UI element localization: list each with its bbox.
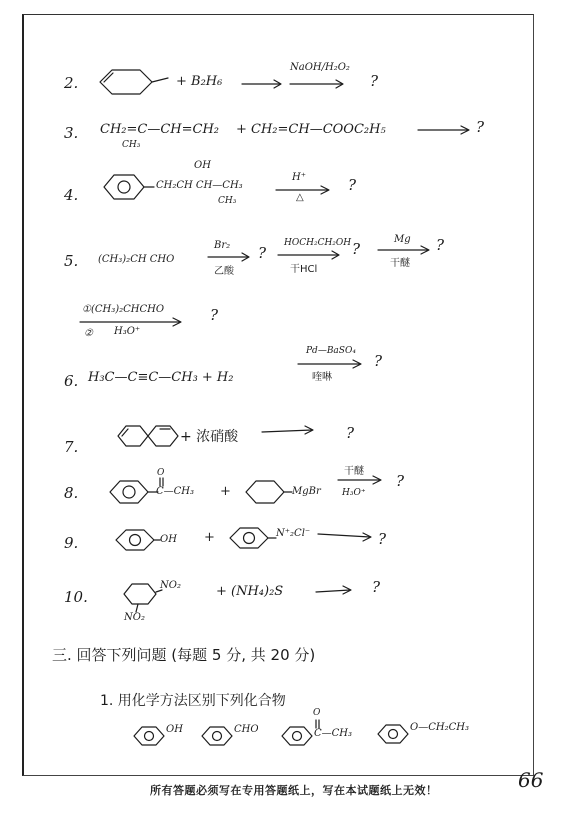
reaction-number: 2. (64, 74, 79, 92)
condition-above: Br₂ (214, 240, 231, 251)
condition-above: 干醚 (344, 466, 364, 477)
ketone-text: C—CH₃ (156, 486, 195, 497)
condition-above: Mg (394, 234, 411, 245)
methyl-branch: CH₃ (218, 196, 237, 206)
reaction-number: 7. (64, 438, 79, 456)
catalyst-above: Pd—BaSO₄ (306, 346, 356, 356)
compound-ethoxybenzene (378, 725, 408, 743)
footer-notice: 所有答题必须写在专用答题纸上，写在本试题纸上无效！ (150, 784, 438, 797)
methylcyclohexene-structure (100, 70, 168, 94)
condition-above: H⁺ (292, 172, 306, 183)
hydroxyl-label: OH (160, 534, 177, 545)
reaction-number: 10. (64, 588, 88, 606)
plus-sign: + (204, 530, 215, 545)
reagent-text: + 浓硝酸 (180, 429, 239, 445)
reaction-number: 8. (64, 484, 79, 502)
question-mark: ? (436, 236, 445, 254)
benzene-structure-4 (104, 175, 154, 199)
nitro-group: NO₂ (160, 580, 181, 591)
hydroxyl-label: OH (194, 160, 211, 171)
reactant-dienophile: + CH₂=CH—COOC₂H₅ (236, 122, 386, 137)
phenol-structure (116, 530, 160, 550)
alcohol-chain: CH₂CH CH—CH₃ (156, 180, 243, 191)
compound-label-benzaldehyde: CHO (234, 724, 259, 735)
reaction-number: 3. (64, 124, 79, 142)
page-number: 66 (518, 768, 544, 792)
question-mark: ? (372, 578, 381, 596)
question-mark: ? (210, 306, 219, 324)
question-mark: ? (476, 118, 485, 136)
question-mark: ? (370, 72, 379, 90)
continuation-reagent: H₃O⁺ (114, 326, 141, 337)
carbonyl-oxygen: O (157, 468, 165, 478)
question-mark: ? (348, 176, 357, 194)
condition-below: △ (296, 192, 304, 203)
grignard-text: MgBr (292, 486, 321, 497)
compound-label-ethoxybenzene: O—CH₂CH₃ (410, 722, 469, 733)
alkyne-text: H₃C—C≡C—CH₃ + H₂ (88, 370, 234, 385)
question-mark: ? (258, 244, 267, 262)
reaction-number: 4. (64, 186, 79, 204)
condition-below: 乙酸 (214, 266, 234, 277)
condition-below: 干醚 (390, 258, 410, 269)
question-mark: ? (346, 424, 355, 442)
question-mark: ? (374, 352, 383, 370)
benzenediazonium-structure (230, 528, 276, 548)
question-mark: ? (396, 472, 405, 490)
condition-below: 干HCl (290, 264, 318, 275)
methyl-substituent: CH₃ (122, 140, 141, 150)
compound-phenol (134, 727, 164, 745)
question-mark: ? (352, 240, 361, 258)
condition-above: HOCH₂CH₂OH (284, 238, 352, 248)
reaction-number: 5. (64, 252, 79, 270)
condition-above: NaOH/H₂O₂ (290, 62, 350, 73)
compound-benzaldehyde (202, 727, 232, 745)
reagent-text: + B₂H₆ (176, 74, 223, 89)
catalyst-below: 喹啉 (312, 372, 332, 383)
reaction-number: 6. (64, 372, 79, 390)
plus-sign: + (220, 484, 231, 499)
compound-carbonyl-oxygen: O (313, 708, 321, 718)
question-text: 1. 用化学方法区别下列化合物 (100, 693, 286, 709)
question-mark: ? (378, 530, 387, 548)
section-title: 三. 回答下列问题 (每题 5 分, 共 20 分) (52, 646, 316, 664)
reaction-number: 9. (64, 534, 79, 552)
dinitrobenzene-structure (124, 584, 162, 612)
continuation-step2: ② (84, 328, 93, 339)
start-material: (CH₃)₂CH CHO (98, 254, 175, 265)
quinoline-structure (118, 426, 178, 446)
compound-label-phenol: OH (166, 724, 183, 735)
condition-below: H₃O⁺ (342, 488, 366, 498)
continuation-step1: ①(CH₃)₂CHCHO (82, 304, 165, 315)
nitro-group: NO₂ (124, 612, 145, 623)
compound-label-acetophenone: C—CH₃ (314, 728, 353, 739)
reagent-text: + (NH₄)₂S (216, 584, 284, 599)
reactant-diene: CH₂=C—CH=CH₂ (100, 122, 220, 137)
diazonium-text: N⁺₂Cl⁻ (276, 528, 311, 539)
cyclohexyl-structure (246, 481, 292, 503)
